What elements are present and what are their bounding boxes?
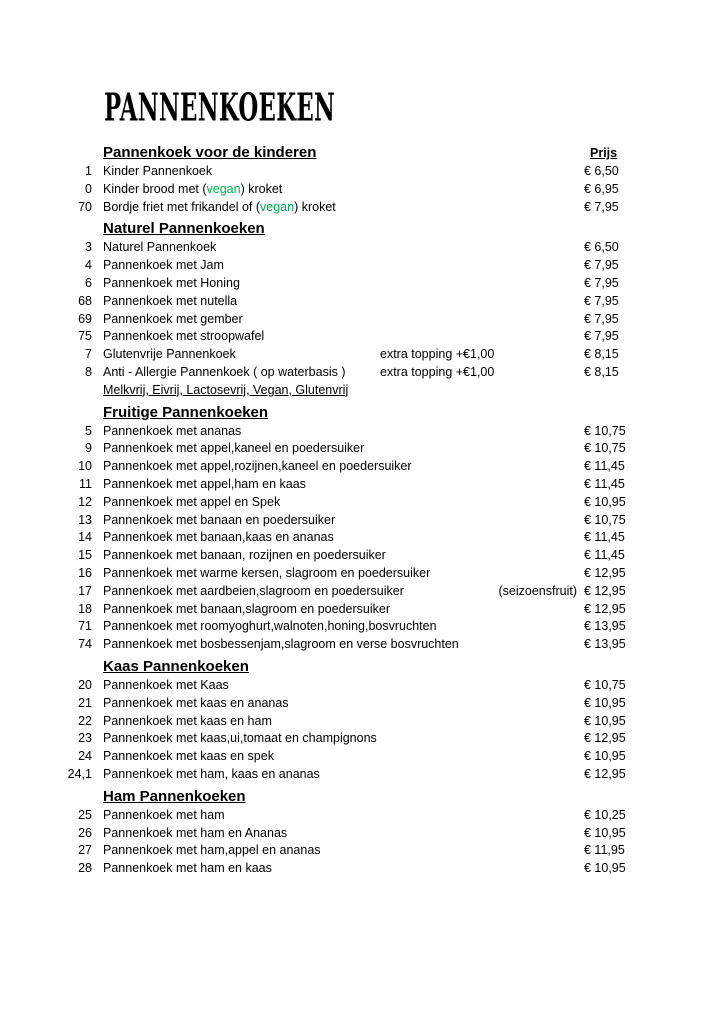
item-name	[103, 766, 320, 784]
item-name-text: Pannenkoek met ananas	[103, 423, 242, 438]
item-number: 14	[78, 530, 92, 545]
menu-item-row	[0, 512, 724, 530]
section-heading: Fruitige Pannenkoeken	[103, 403, 269, 421]
item-name	[103, 311, 243, 329]
item-name	[103, 842, 321, 860]
item-number: 11	[79, 476, 92, 491]
section-heading-row	[0, 656, 724, 677]
item-name-text: Pannenkoek met kaas en spek	[103, 749, 274, 764]
menu-item-row	[0, 293, 724, 311]
item-number: 28	[78, 861, 92, 876]
item-number: 26	[78, 825, 92, 840]
menu-item-row	[0, 618, 724, 636]
item-name-text: Pannenkoek met aardbeien,slagroom en poedersuiker	[103, 583, 404, 598]
menu-item-row	[0, 565, 724, 583]
menu-item-row	[0, 842, 724, 860]
item-name-text: Pannenkoek met ham en kaas	[103, 861, 272, 876]
item-number: 22	[78, 713, 92, 728]
menu-item-row	[0, 677, 724, 695]
item-name	[103, 825, 287, 843]
item-number: 75	[78, 329, 92, 344]
menu-item-row	[0, 328, 724, 346]
menu-item-row	[0, 181, 724, 199]
price-column-header: Prijs	[590, 146, 618, 160]
item-name	[103, 713, 272, 731]
item-number: 68	[78, 293, 92, 308]
item-name	[103, 328, 264, 346]
item-name	[103, 364, 346, 382]
item-name-text: Pannenkoek met ham	[103, 807, 225, 822]
item-price: € 12,95	[584, 766, 626, 781]
allergy-footnote-row	[0, 382, 724, 400]
item-name	[103, 458, 412, 476]
item-price: € 10,95	[584, 713, 626, 728]
item-price: € 10,25	[584, 807, 626, 822]
menu-item-row	[0, 257, 724, 275]
item-name-text: Pannenkoek met banaan en poedersuiker	[103, 512, 336, 527]
menu-item-row	[0, 730, 724, 748]
menu-item-row	[0, 311, 724, 329]
vegan-label: vegan	[260, 199, 295, 214]
item-name-text: Anti - Allergie Pannenkoek ( op waterbasis )	[103, 364, 346, 379]
item-number: 24	[78, 749, 92, 764]
item-name	[103, 293, 237, 311]
item-name	[103, 346, 236, 364]
item-name-text: Pannenkoek met ham,appel en ananas	[103, 843, 321, 858]
menu-item-row	[0, 547, 724, 565]
item-price: € 11,95	[584, 843, 625, 858]
item-number: 13	[78, 512, 92, 527]
item-number: 9	[85, 441, 92, 456]
menu-item-row	[0, 199, 724, 217]
item-name	[103, 199, 336, 217]
item-name-text: Pannenkoek met ham en Ananas	[103, 825, 288, 840]
item-price: € 7,95	[584, 199, 619, 214]
item-price: € 12,95	[584, 583, 626, 598]
menu-item-row	[0, 346, 724, 364]
item-name	[103, 163, 212, 181]
item-price: € 7,95	[584, 329, 619, 344]
menu-item-row	[0, 766, 724, 784]
item-price: € 6,50	[584, 240, 619, 255]
item-name-text: Pannenkoek met warme kersen, slagroom en poedersuiker	[103, 565, 431, 580]
item-name-text: Glutenvrije Pannenkoek	[103, 347, 236, 362]
item-name-text: Bordje friet met frikandel of (	[103, 199, 261, 214]
menu-item-row	[0, 825, 724, 843]
item-name-text: Pannenkoek met nutella	[103, 293, 238, 308]
item-number: 20	[78, 677, 92, 692]
item-name-text: Pannenkoek met banaan, rozijnen en poedersuiker	[103, 548, 386, 563]
item-price: € 10,75	[584, 512, 626, 527]
item-price: € 13,95	[584, 637, 626, 652]
item-number: 17	[78, 583, 92, 598]
item-name	[103, 636, 459, 654]
item-name-text: Kinder brood met (	[103, 181, 207, 196]
item-name-text: Pannenkoek met kaas,ui,tomaat en champignons	[103, 731, 377, 746]
item-name-text: Kinder Pannenkoek	[103, 164, 213, 178]
item-name	[103, 547, 386, 565]
item-name	[103, 748, 274, 766]
item-price: € 8,15	[584, 364, 619, 379]
item-name-text: Pannenkoek met stroopwafel	[103, 329, 265, 344]
item-name-text: ) kroket	[240, 181, 283, 196]
item-price: € 7,95	[584, 275, 619, 290]
item-number: 25	[78, 807, 92, 822]
section-heading-row	[0, 786, 724, 807]
item-price: € 10,95	[584, 749, 626, 764]
menu-item-row	[0, 807, 724, 825]
item-price: € 7,95	[584, 311, 619, 326]
item-number: 16	[78, 565, 92, 580]
item-name-text: Pannenkoek met bosbessenjam,slagroom en verse bosvruchten	[103, 637, 459, 652]
item-number: 1	[85, 164, 92, 178]
item-price: € 7,95	[584, 293, 619, 308]
item-name	[103, 239, 216, 257]
menu-item-row	[0, 636, 724, 654]
item-name-text: Naturel Pannenkoek	[103, 240, 217, 255]
item-name-text: Pannenkoek met ham, kaas en ananas	[103, 766, 320, 781]
item-price: € 10,75	[584, 441, 626, 456]
item-name-text: ) kroket	[294, 199, 336, 214]
item-name-text: Pannenkoek met appel,rozijnen,kaneel en poedersuiker	[103, 459, 412, 474]
section-heading: Ham Pannenkoeken	[103, 787, 246, 805]
item-number: 18	[78, 601, 92, 616]
item-name-text: Pannenkoek met Honing	[103, 275, 240, 290]
item-name-text: Pannenkoek met Jam	[103, 258, 224, 273]
menu-item-row	[0, 713, 724, 731]
item-price: € 11,45	[584, 459, 625, 474]
menu-item-row	[0, 695, 724, 713]
section-heading: Kaas Pannenkoeken	[103, 657, 249, 675]
item-number: 8	[85, 364, 92, 379]
item-price: € 12,95	[584, 731, 626, 746]
item-number: 74	[78, 637, 92, 652]
item-name	[103, 529, 334, 547]
page-title: PANNENKOEKEN	[104, 83, 336, 130]
item-name	[103, 618, 437, 636]
item-name	[103, 476, 306, 494]
item-name	[103, 807, 225, 825]
menu-item-row	[0, 458, 724, 476]
item-name	[103, 423, 241, 441]
item-name-text: Pannenkoek met roomyoghurt,walnoten,honing,bosvruchten	[103, 619, 437, 634]
item-number: 0	[85, 181, 92, 196]
item-price: € 8,15	[584, 347, 619, 362]
item-number: 7	[85, 347, 92, 362]
item-name	[103, 257, 224, 275]
item-name	[103, 601, 390, 619]
item-number: 21	[78, 695, 92, 710]
section-heading-row	[0, 402, 724, 423]
item-name	[103, 181, 282, 199]
section-heading-row	[0, 218, 724, 239]
item-number: 15	[78, 548, 92, 563]
item-price: € 12,95	[584, 601, 626, 616]
vegan-label: vegan	[206, 181, 241, 196]
menu-item-row	[0, 364, 724, 382]
menu-item-row	[0, 440, 724, 458]
menu-item-row	[0, 860, 724, 878]
item-number: 71	[78, 619, 92, 634]
menu-item-row	[0, 163, 724, 181]
item-price: € 7,95	[584, 258, 619, 273]
item-name	[103, 494, 280, 512]
item-number: 3	[85, 240, 92, 255]
item-name-text: Pannenkoek met appel,ham en kaas	[103, 476, 306, 491]
item-name-text: Pannenkoek met banaan,slagroom en poedersuiker	[103, 601, 390, 616]
menu-item-row	[0, 476, 724, 494]
item-number: 5	[85, 423, 92, 438]
section-heading: Pannenkoek voor de kinderen	[103, 144, 317, 161]
item-number: 6	[85, 275, 92, 290]
section-heading-row	[0, 142, 724, 163]
item-name-text: Pannenkoek met appel en Spek	[103, 494, 281, 509]
item-name	[103, 440, 364, 458]
item-name	[103, 695, 289, 713]
item-season-note: (seizoensfruit)	[498, 583, 577, 598]
item-name	[103, 565, 430, 583]
item-price: € 6,50	[584, 164, 619, 178]
menu-item-row	[0, 275, 724, 293]
item-price: € 11,45	[584, 530, 625, 545]
item-name	[103, 275, 240, 293]
item-number: 69	[78, 311, 92, 326]
item-price: € 10,95	[584, 494, 626, 509]
item-number: 10	[78, 459, 92, 474]
menu-item-row	[0, 748, 724, 766]
item-price: € 10,95	[584, 861, 626, 876]
menu	[0, 140, 724, 878]
item-number: 12	[78, 494, 92, 509]
menu-item-row	[0, 494, 724, 512]
menu-item-row	[0, 583, 724, 601]
item-name-text: Pannenkoek met gember	[103, 311, 243, 326]
item-number: 4	[85, 258, 92, 273]
menu-item-row	[0, 423, 724, 441]
item-name	[103, 860, 272, 878]
item-price: € 10,75	[584, 677, 626, 692]
allergy-footnote: Melkvrij, Eivrij, Lactosevrij, Vegan, Glutenvrij	[103, 382, 349, 397]
item-price: € 13,95	[584, 619, 626, 634]
item-price: € 12,95	[584, 565, 626, 580]
item-extra-topping-note: extra topping +€1,00	[380, 364, 495, 379]
menu-item-row	[0, 239, 724, 257]
item-name	[103, 512, 335, 530]
item-name	[103, 730, 377, 748]
item-name-text: Pannenkoek met banaan,kaas en ananas	[103, 530, 334, 545]
item-name-text: Pannenkoek met kaas en ham	[103, 713, 272, 728]
item-number: 70	[78, 199, 92, 214]
item-name-text: Pannenkoek met Kaas	[103, 677, 229, 692]
item-price: € 10,95	[584, 825, 626, 840]
item-number: 24,1	[67, 766, 92, 781]
item-price: € 6,95	[584, 181, 619, 196]
item-extra-topping-note: extra topping +€1,00	[380, 347, 495, 362]
item-name	[103, 583, 404, 601]
item-number: 27	[78, 843, 92, 858]
section-heading: Naturel Pannenkoeken	[103, 220, 265, 238]
item-price: € 11,45	[584, 548, 625, 563]
item-name-text: Pannenkoek met kaas en ananas	[103, 695, 289, 710]
item-price: € 10,75	[584, 423, 626, 438]
item-name-text: Pannenkoek met appel,kaneel en poedersuiker	[103, 441, 365, 456]
item-name	[103, 677, 229, 695]
item-price: € 10,95	[584, 695, 626, 710]
item-price: € 11,45	[584, 476, 625, 491]
menu-item-row	[0, 529, 724, 547]
item-number: 23	[78, 731, 92, 746]
menu-item-row	[0, 601, 724, 619]
